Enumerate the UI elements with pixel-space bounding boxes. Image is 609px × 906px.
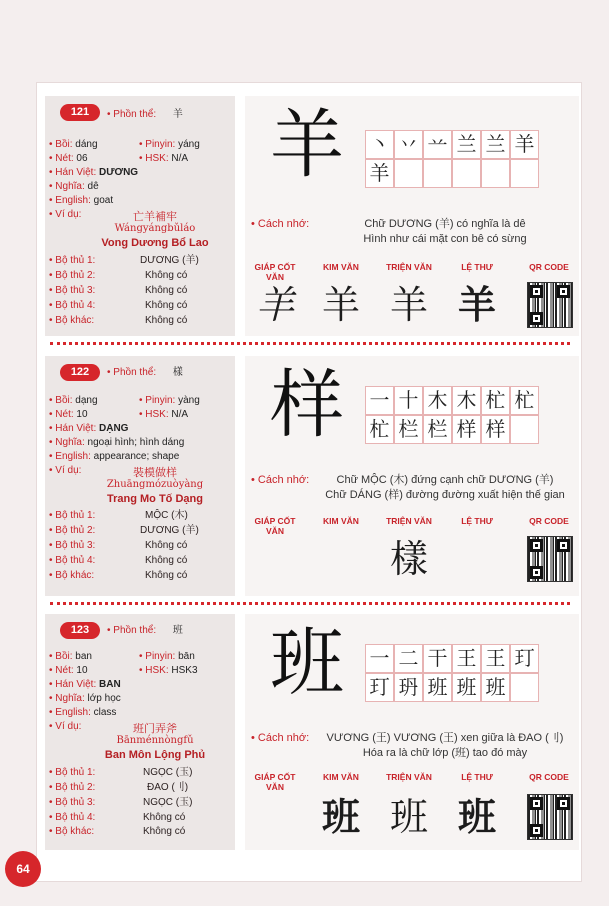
hanviet-label: • Hán Việt: [49, 679, 97, 690]
script-header-lethu: LỆ THƯ [461, 772, 493, 782]
bothu3-label: • Bộ thủ 3: [49, 797, 96, 808]
hanviet-value: DẠNG [99, 423, 129, 434]
bothu4-value: Không có [145, 300, 188, 311]
bronze-script: 班 [321, 794, 360, 839]
stroke-cell [510, 159, 539, 188]
memo-label: • Cách nhớ: [251, 732, 310, 744]
phonthe-label: • Phồn thể: [107, 367, 157, 378]
stroke-cell [423, 159, 452, 188]
clerical-script: 班 [457, 794, 496, 839]
stroke-cell: 兰 [481, 130, 510, 159]
bothu4-value: Không có [145, 555, 188, 566]
oracle-bone-script: 羊 [255, 283, 294, 327]
boi-value: dáng [75, 139, 98, 150]
entry-number-badge: 122 [60, 364, 100, 381]
stroke-cell: 木 [452, 386, 481, 415]
clerical-script: 羊 [457, 282, 496, 327]
nghia-label: • Nghĩa: [49, 693, 85, 704]
net-value: 06 [76, 153, 88, 164]
boi-value: ban [75, 651, 92, 662]
memo-line: Chữ DÁNG (样) đường đường xuất hiện thế gian [325, 489, 565, 501]
net-label: • Nét: [49, 153, 74, 164]
bothu1-value: DƯƠNG (羊) [140, 255, 199, 266]
memo-line: VƯƠNG (王) VƯƠNG (王) xen giữa là ĐAO (刂) [326, 732, 564, 744]
bothu3-label: • Bộ thủ 3: [49, 540, 96, 551]
stroke-cell: 丷 [394, 130, 423, 159]
script-header-lethu: LỆ THƯ [461, 262, 493, 272]
stroke-cell: 丶 [365, 130, 394, 159]
english-label: • English: [49, 707, 91, 718]
net-label: • Nét: [49, 665, 74, 676]
english-value: appearance; shape [93, 451, 180, 462]
bothu3-value: NGỌC (玉) [143, 797, 193, 808]
stroke-cell: 杧 [365, 415, 394, 444]
hsk-value: N/A [171, 153, 189, 164]
pinyin-label: • Pinyin: [139, 651, 176, 662]
hsk-label: • HSK: [139, 409, 169, 420]
entry-char-panel [245, 356, 579, 596]
entry-card-123 [45, 614, 579, 850]
entry-info-panel [45, 614, 235, 850]
memo-text [315, 731, 575, 761]
script-header-kimvan: KIM VĂN [323, 516, 359, 526]
net-value: 10 [76, 665, 88, 676]
memo-label: • Cách nhớ: [251, 474, 310, 486]
script-header-trienvan: TRIỆN VĂN [386, 262, 432, 272]
hsk-label: • HSK: [139, 153, 169, 164]
bokhac-value: Không có [143, 826, 186, 837]
nghia-label: • Nghĩa: [49, 181, 85, 192]
bokhac-value: Không có [145, 315, 188, 326]
pinyin-label: • Pinyin: [139, 395, 176, 406]
bothu4-value: Không có [143, 812, 186, 823]
memo-line: Chữ DƯƠNG (羊) có nghĩa là dê [364, 218, 526, 230]
bothu3-value: Không có [145, 540, 188, 551]
entry-info-panel [45, 356, 235, 596]
bothu2-label: • Bộ thủ 2: [49, 270, 96, 281]
stroke-cell [394, 159, 423, 188]
bothu2-value: DƯƠNG (羊) [140, 525, 199, 536]
hsk-value: HSK3 [171, 665, 198, 676]
example-chinese: 裝模做样 [133, 466, 177, 479]
script-header-qrcode: QR CODE [529, 516, 569, 526]
bothu2-value: Không có [145, 270, 188, 281]
vidu-label: • Ví dụ: [49, 465, 82, 476]
example-pinyin: Wángyángbǔláo [114, 223, 196, 234]
stroke-cell: 王 [481, 644, 510, 673]
example-pinyin: Zhuāngmózuòyàng [106, 479, 204, 490]
nghia-value: dê [87, 181, 99, 192]
bothu2-value: ĐAO (刂) [147, 782, 189, 793]
bothu1-value: MỘC (木) [145, 510, 188, 521]
main-character: 羊 [270, 102, 344, 188]
entry-number-badge: 121 [60, 104, 100, 121]
bokhac-value: Không có [145, 570, 188, 581]
hsk-value: N/A [171, 409, 189, 420]
bothu4-label: • Bộ thủ 4: [49, 300, 96, 311]
stroke-cell: 玬 [394, 673, 423, 702]
stroke-cell: 兰 [452, 130, 481, 159]
script-header-trienvan: TRIỆN VĂN [386, 772, 432, 782]
stroke-cell [481, 159, 510, 188]
memo-text [315, 217, 575, 247]
stroke-cell: 杧 [481, 386, 510, 415]
boi-label: • Bồi: [49, 651, 73, 662]
stroke-cell: 栏 [394, 415, 423, 444]
script-header-qrcode: QR CODE [529, 772, 569, 782]
stroke-cell: 玎 [510, 644, 539, 673]
bothu4-label: • Bộ thủ 4: [49, 555, 96, 566]
stroke-cell: 班 [452, 673, 481, 702]
phonthe-value: 羊 [172, 109, 183, 120]
script-header-kimvan: KIM VĂN [323, 772, 359, 782]
english-value: class [93, 707, 117, 718]
stroke-cell: 羊 [510, 130, 539, 159]
english-label: • English: [49, 451, 91, 462]
bothu2-label: • Bộ thủ 2: [49, 525, 96, 536]
stroke-order-grid [365, 644, 539, 702]
script-header-lethu: LỆ THƯ [461, 516, 493, 526]
page-number: 64 [5, 851, 41, 887]
stroke-cell: 班 [423, 673, 452, 702]
phonthe-value: 樣 [172, 367, 183, 378]
bokhac-label: • Bộ khác: [49, 315, 95, 326]
main-character: 班 [270, 620, 344, 706]
bronze-script: 羊 [321, 283, 360, 327]
bothu1-value: NGỌC (玉) [143, 767, 193, 778]
vidu-label: • Ví dụ: [49, 209, 82, 220]
memo-label: • Cách nhớ: [251, 218, 310, 230]
hanviet-label: • Hán Việt: [49, 423, 97, 434]
stroke-cell: 䒑 [423, 130, 452, 159]
seal-script: 羊 [389, 283, 428, 327]
entry-char-panel [245, 96, 579, 336]
hanviet-value: DƯƠNG [99, 167, 139, 178]
script-header-kimvan: KIM VĂN [323, 262, 359, 272]
stroke-cell [510, 415, 539, 444]
nghia-label: • Nghĩa: [49, 437, 85, 448]
bothu1-label: • Bộ thủ 1: [49, 767, 96, 778]
memo-line: Chữ MỘC (木) đứng cạnh chữ DƯƠNG (羊) [336, 474, 554, 486]
boi-value: dạng [75, 395, 98, 406]
stroke-cell: 木 [423, 386, 452, 415]
entry-char-panel [245, 614, 579, 850]
hanviet-value: BAN [99, 679, 121, 690]
stroke-cell: 玎 [365, 673, 394, 702]
bokhac-label: • Bộ khác: [49, 570, 95, 581]
stroke-cell: 样 [452, 415, 481, 444]
divider [50, 602, 570, 605]
seal-script: 樣 [389, 537, 428, 581]
divider [50, 342, 570, 345]
script-header-giapcot: GIÁP CỐT VĂN [254, 262, 296, 282]
phonthe-value: 班 [172, 625, 183, 636]
boi-label: • Bồi: [49, 139, 73, 150]
stroke-cell: 杧 [510, 386, 539, 415]
qr-code[interactable] [527, 282, 573, 328]
net-value: 10 [76, 409, 88, 420]
entry-card-122 [45, 356, 579, 596]
english-value: goat [93, 195, 114, 206]
qr-code[interactable] [527, 536, 573, 582]
bothu1-label: • Bộ thủ 1: [49, 510, 96, 521]
stroke-cell: 王 [452, 644, 481, 673]
phonthe-label: • Phồn thể: [107, 625, 157, 636]
net-label: • Nét: [49, 409, 74, 420]
bothu2-label: • Bộ thủ 2: [49, 782, 96, 793]
bothu3-label: • Bộ thủ 3: [49, 285, 96, 296]
entry-number-badge: 123 [60, 622, 100, 639]
entry-info-panel [45, 96, 235, 336]
example-vietnamese: Ban Môn Lộng Phủ [104, 749, 206, 761]
stroke-cell: 羊 [365, 159, 394, 188]
memo-line: Hình như cái mặt con bê có sừng [363, 233, 527, 245]
bothu4-label: • Bộ thủ 4: [49, 812, 96, 823]
boi-label: • Bồi: [49, 395, 73, 406]
stroke-cell [452, 159, 481, 188]
stroke-cell: 干 [423, 644, 452, 673]
stroke-cell: 栏 [423, 415, 452, 444]
bothu3-value: Không có [145, 285, 188, 296]
example-pinyin: Bānménnòngfǔ [116, 735, 194, 746]
stroke-cell: 班 [481, 673, 510, 702]
stroke-order-grid [365, 386, 539, 444]
hanviet-label: • Hán Việt: [49, 167, 97, 178]
entry-card-121 [45, 96, 579, 336]
script-header-giapcot: GIÁP CỐT VĂN [254, 772, 296, 792]
hsk-label: • HSK: [139, 665, 169, 676]
main-character: 样 [270, 362, 344, 448]
nghia-value: ngoại hình; hình dáng [87, 437, 185, 448]
script-header-qrcode: QR CODE [529, 262, 569, 272]
example-vietnamese: Trang Mo Tố Dạng [107, 493, 203, 505]
nghia-value: lớp học [87, 693, 121, 704]
script-header-giapcot: GIÁP CỐT VĂN [254, 516, 296, 536]
stroke-order-grid [365, 130, 539, 188]
memo-line: Hóa ra là chữ lớp (班) tao đó mày [362, 747, 528, 759]
bokhac-label: • Bộ khác: [49, 826, 95, 837]
stroke-cell: 一 [365, 386, 394, 415]
memo-text [315, 473, 575, 503]
stroke-cell: 样 [481, 415, 510, 444]
pinyin-value: yàng [178, 395, 200, 406]
english-label: • English: [49, 195, 91, 206]
vidu-label: • Ví dụ: [49, 721, 82, 732]
pinyin-value: yáng [178, 139, 200, 150]
seal-script: 班 [389, 795, 428, 839]
stroke-cell [510, 673, 539, 702]
bothu1-label: • Bộ thủ 1: [49, 255, 96, 266]
example-vietnamese: Vong Dương Bổ Lao [101, 237, 209, 249]
qr-code[interactable] [527, 794, 573, 840]
script-header-trienvan: TRIỆN VĂN [386, 516, 432, 526]
pinyin-label: • Pinyin: [139, 139, 176, 150]
phonthe-label: • Phồn thể: [107, 109, 157, 120]
stroke-cell: 二 [394, 644, 423, 673]
pinyin-value: bān [178, 651, 195, 662]
example-chinese: 亡羊補牢 [133, 210, 177, 223]
stroke-cell: 一 [365, 644, 394, 673]
stroke-cell: 十 [394, 386, 423, 415]
example-chinese: 班门弄斧 [133, 722, 177, 735]
